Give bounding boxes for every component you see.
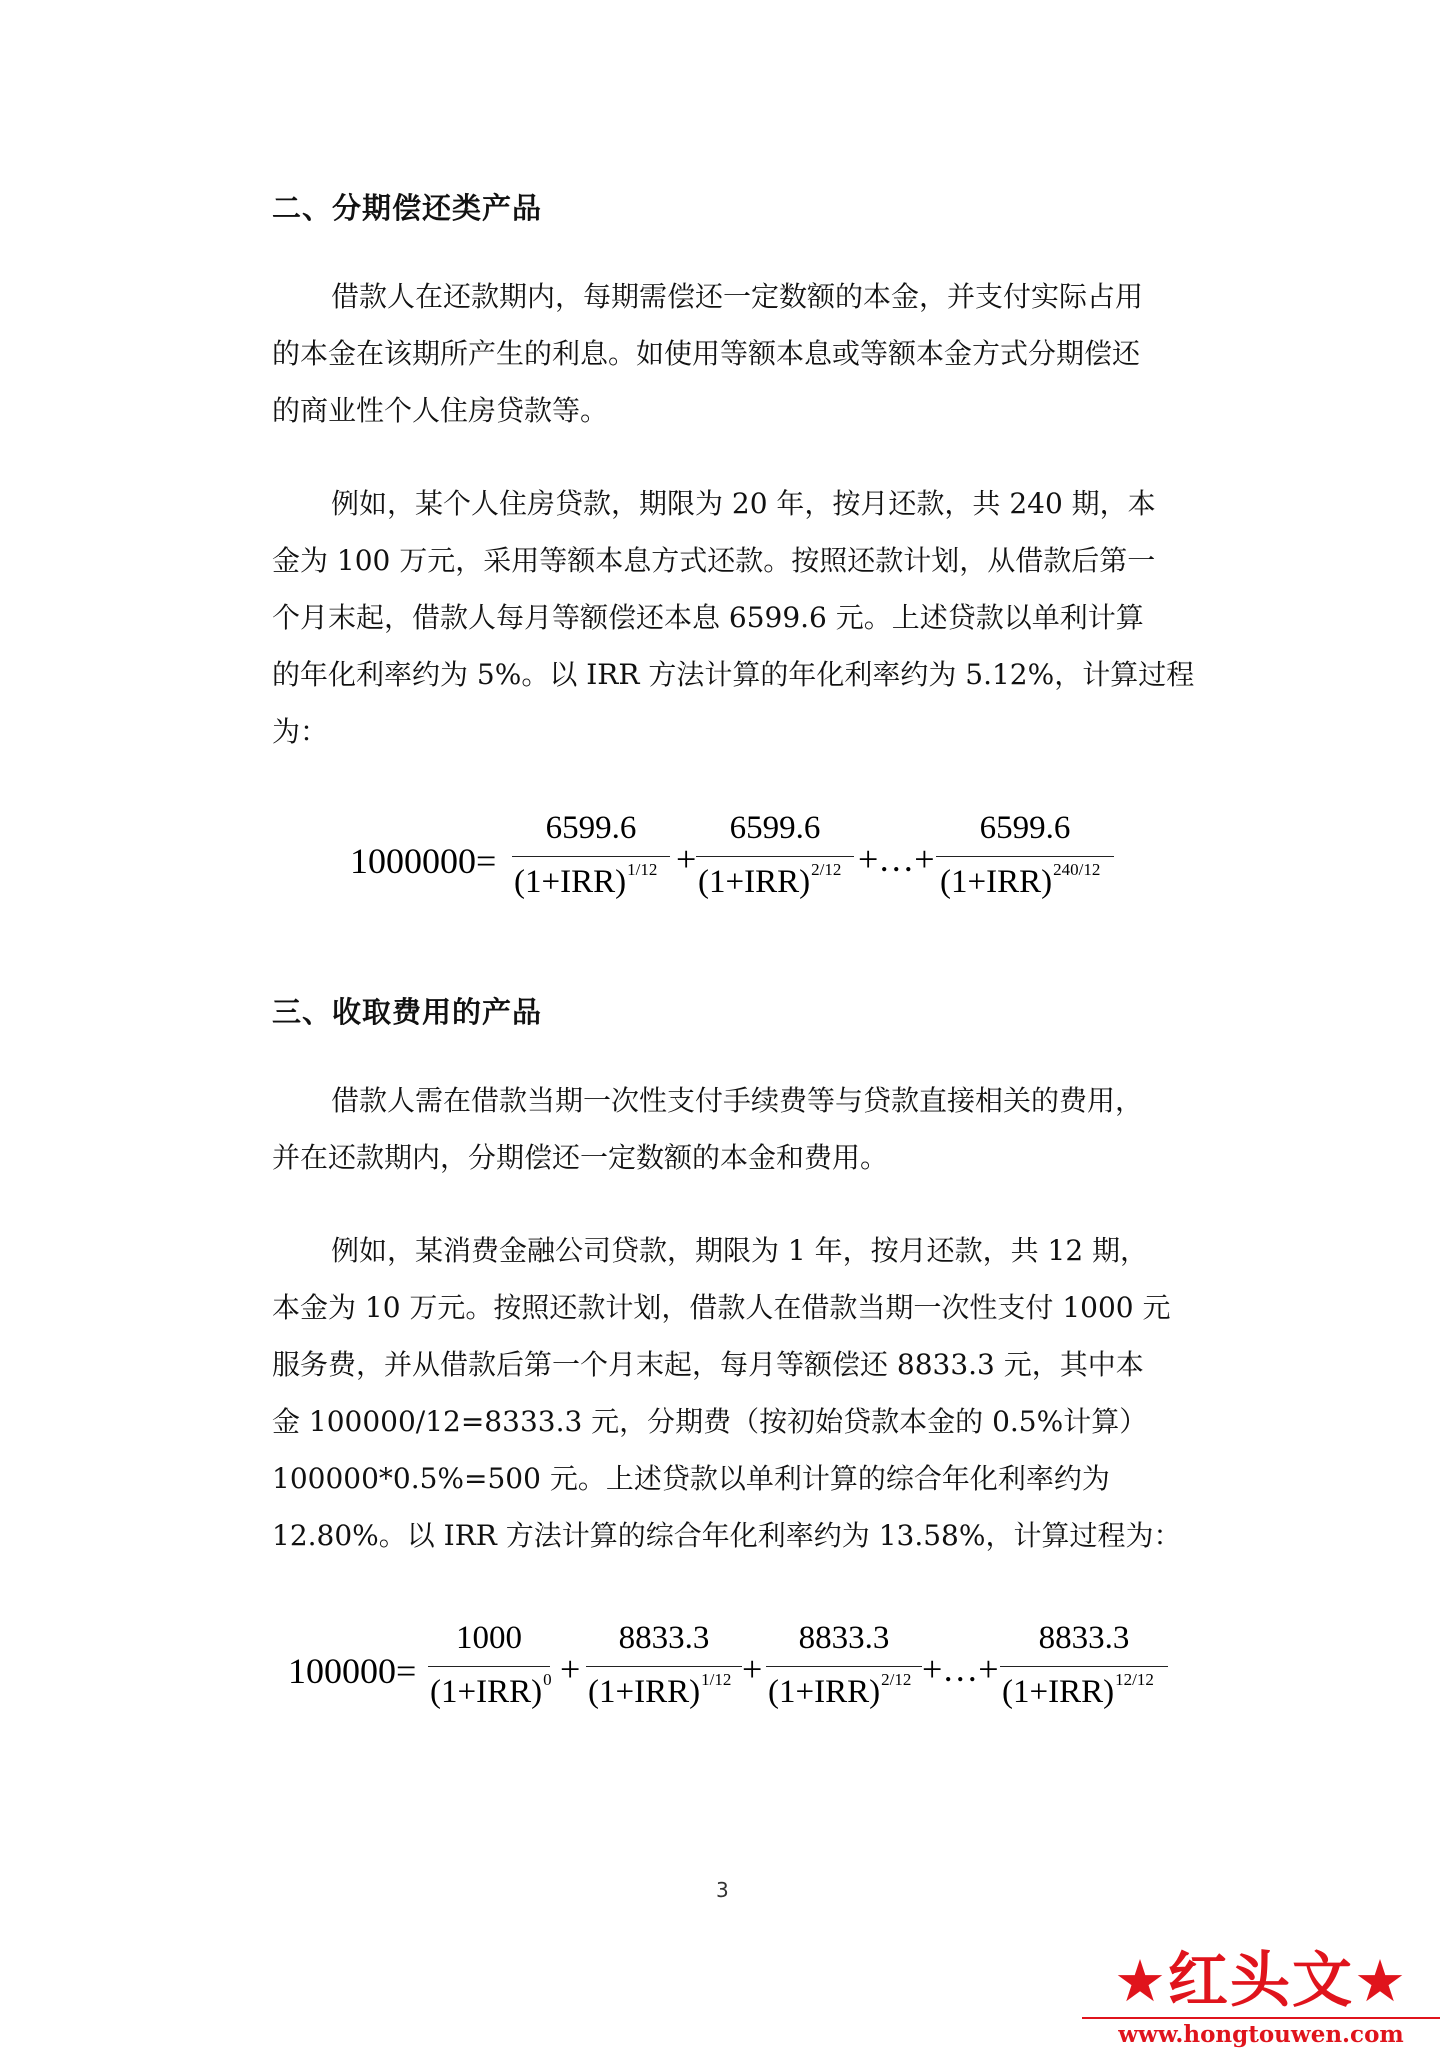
watermark-title [1076,1933,1446,2019]
ellipsis-operator: +…+ [922,1649,999,1689]
section-heading-fee-products: 三、收取费用的产品 [272,995,543,1029]
star-icon: ★ [1354,1947,1408,2015]
fraction-bar [766,1666,922,1667]
text-line: 的商业性个人住房贷款等。 [272,394,609,427]
text-line: 例如，某个人住房贷款，期限为 20 年，按月还款，共 240 期，本 [331,487,1156,520]
text-line: 的本金在该期所产生的利息。如使用等额本息或等额本金方式分期偿还 [272,337,1141,370]
fraction-numerator: 8833.3 [618,1620,710,1656]
fraction-numerator: 8833.3 [798,1620,890,1656]
fraction-denominator: $(1+IRR)^{12/12}$ [1002,1670,1154,1710]
text-line: 例如，某消费金融公司贷款，期限为 1 年，按月还款，共 12 期， [331,1234,1149,1267]
text-line: 借款人在还款期内，每期需偿还一定数额的本金，并支付实际占用 [331,280,1144,313]
fraction-numerator: 1000 [456,1620,522,1656]
paragraph-fee-example [272,1222,1184,1564]
watermark-divider [1082,2017,1440,2019]
fraction-bar [696,856,854,857]
text-line: 金 100000/12=8333.3 元，分期费（按初始贷款本金的 0.5%计算） [272,1405,1148,1438]
text-line: 12.80%。以 IRR 方法计算的综合年化利率约为 13.58%，计算过程为： [272,1519,1182,1552]
fraction-bar [1000,1666,1168,1667]
section-heading-installment: 二、分期偿还类产品 [272,191,543,225]
watermark-url: www.hongtouwen.com [1118,2021,1404,2048]
equation-lhs: 1000000= [350,841,497,881]
text-line: 个月末起，借款人每月等额偿还本息 6599.6 元。上述贷款以单利计算 [272,601,1144,634]
plus-operator: + [676,839,697,879]
fraction-bar [586,1666,742,1667]
paragraph-fee-intro [272,1072,1184,1186]
fraction-bar [428,1666,550,1667]
page-number: 3 [716,1878,729,1902]
fraction-denominator: $(1+IRR)^{2/12}$ [768,1670,912,1710]
ellipsis-operator: +…+ [858,839,935,879]
equation-lhs: 100000= [288,1651,417,1691]
text-line: 金为 100 万元，采用等额本息方式还款。按照还款计划，从借款后第一 [272,544,1156,577]
watermark-text: 红头文 [1168,1946,1354,2016]
fraction-numerator: 6599.6 [979,810,1071,846]
fraction-numerator: 8833.3 [1038,1620,1130,1656]
fraction-bar [936,856,1114,857]
fraction-numerator: 6599.6 [545,810,637,846]
text-line: 本金为 10 万元。按照还款计划，借款人在借款当期一次性支付 1000 元 [272,1291,1171,1324]
fraction-denominator: $(1+IRR)^{240/12}$ [940,860,1101,900]
fraction-bar [512,856,670,857]
paragraph-installment-example [272,475,1195,760]
fraction-numerator: 6599.6 [729,810,821,846]
fraction-denominator: $(1+IRR)^{2/12}$ [698,860,842,900]
text-line: 为： [272,715,329,748]
star-icon: ★ [1114,1947,1168,2015]
fraction-denominator: $(1+IRR)^{1/12}$ [514,860,658,900]
text-line: 借款人需在借款当期一次性支付手续费等与贷款直接相关的费用， [331,1084,1144,1117]
text-line: 100000*0.5%=500 元。上述贷款以单利计算的综合年化利率约为 [272,1462,1110,1495]
plus-operator: + [742,1649,763,1689]
text-line: 并在还款期内，分期偿还一定数额的本金和费用。 [272,1141,889,1174]
paragraph-installment-intro [272,268,1184,439]
text-line: 服务费，并从借款后第一个月末起，每月等额偿还 8833.3 元，其中本 [272,1348,1144,1381]
site-watermark [1076,1933,1446,2051]
plus-operator: + [560,1649,581,1689]
fraction-denominator: $(1+IRR)^{1/12}$ [588,1670,732,1710]
text-line: 的年化利率约为 5%。以 IRR 方法计算的年化利率约为 5.12%，计算过程 [272,658,1195,691]
fraction-denominator: $(1+IRR)^0$ [430,1670,552,1710]
